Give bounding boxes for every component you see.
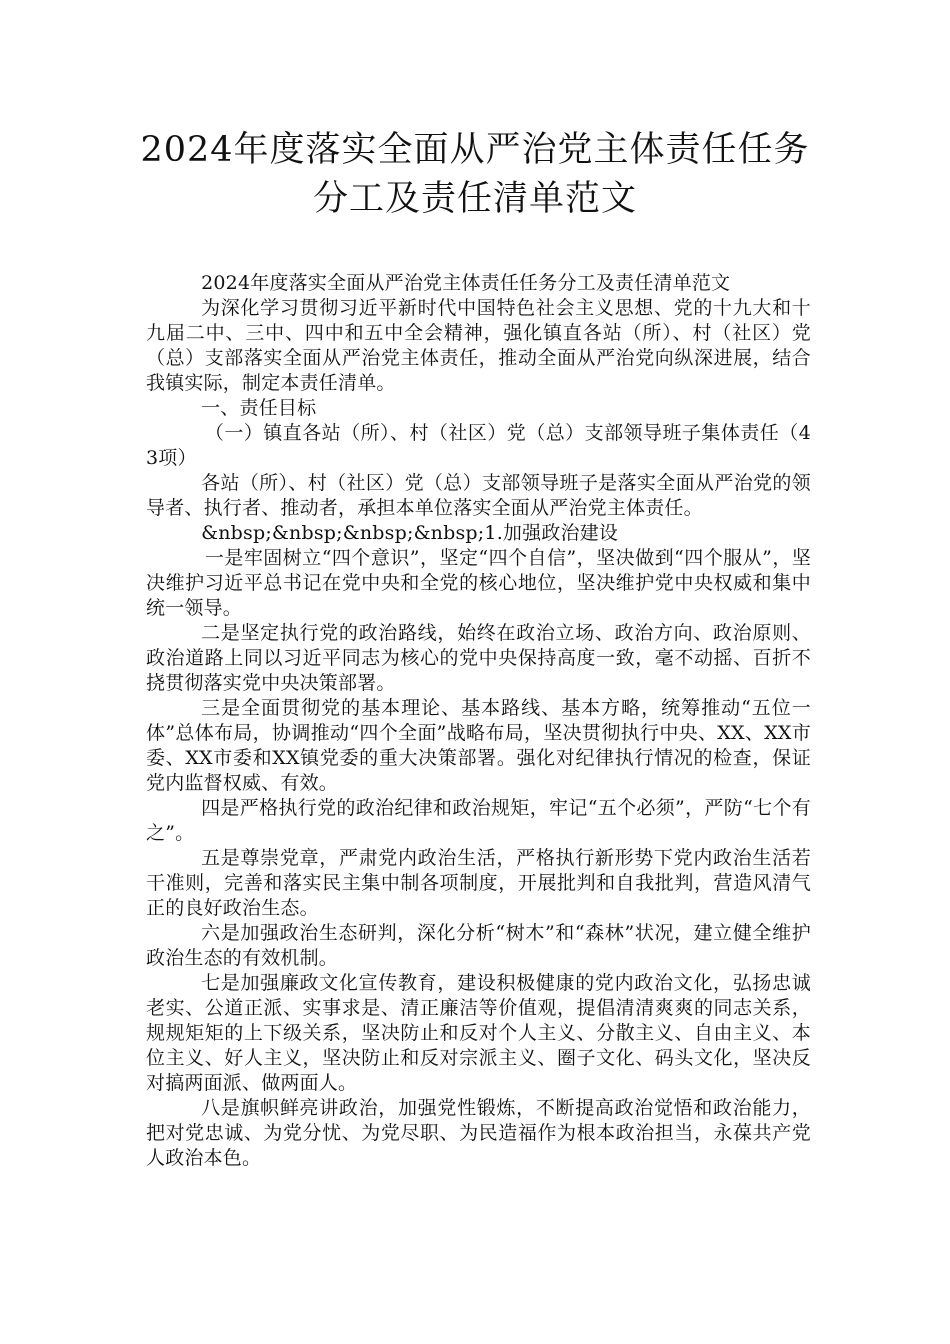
document-title	[60, 126, 890, 224]
paragraph-point-8: 八是旗帜鲜亮讲政治，加强党性锻炼，不断提高政治觉悟和政治能力，把对党忠诚、为党分忧、为党尽职、为民造福作为根本政治担当，永葆共产党人政治本色。	[146, 1097, 811, 1169]
paragraph-point-4: 四是严格执行党的政治纪律和政治规矩，牢记“五个必须”，严防“七个有之”。	[146, 797, 811, 844]
title-line-1: 2024年度落实全面从严治党主体责任任务	[140, 130, 810, 170]
paragraph-point-3: 三是全面贯彻党的基本理论、基本路线、基本方略，统筹推动“五位一体”总体布局，协调推动“四个全面”战略布局，坚决贯彻执行中央、XX、XX市委、XX市委和XX镇党委的重大决策部署。强化对纪律执行情况的检查，保证党内监督权威、有效。	[146, 697, 811, 794]
section-heading-goals: 一、责任目标	[201, 397, 317, 419]
paragraph-point-2: 二是坚定执行党的政治路线，始终在政治立场、政治方向、政治原则、政治道路上同以习近平同志为核心的党中央保持高度一致，毫不动摇、百折不挠贯彻落实党中央决策部署。	[146, 622, 811, 694]
paragraph-point-1: 一是牢固树立“四个意识”，坚定“四个自信”，坚决做到“四个服从”，坚决维护习近平总书记在党中央和全党的核心地位，坚决维护党中央权威和集中统一领导。	[146, 547, 811, 619]
paragraph-intro: 为深化学习贯彻习近平新时代中国特色社会主义思想、党的十九大和十九届二中、三中、四中和五中全会精神，强化镇直各站（所）、村（社区）党（总）支部落实全面从严治党主体责任，推动全面从严治党向纵深进展，结合我镇实际，制定本责任清单。	[146, 297, 811, 394]
item-heading-political-building: &nbsp;&nbsp;&nbsp;&nbsp;1.加强政治建设	[201, 522, 619, 544]
title-line-2: 分工及责任清单范文	[312, 179, 637, 219]
paragraph-point-7: 七是加强廉政文化宣传教育，建设积极健康的党内政治文化，弘扬忠诚老实、公道正派、实事求是、清正廉洁等价值观，提倡清清爽爽的同志关系，规规矩矩的上下级关系，坚决防止和反对个人主义、分散主义、自由主义、本位主义、好人主义，坚决防止和反对宗派主义、圈子文化、码头文化，坚决反对搞两面派、做两面人。	[146, 972, 811, 1094]
paragraph-subtitle: 2024年度落实全面从严治党主体责任任务分工及责任清单范文	[201, 272, 731, 294]
document-body	[146, 271, 811, 1171]
paragraph-point-6: 六是加强政治生态研判，深化分析“树木”和“森林”状况，建立健全维护政治生态的有效机制。	[146, 922, 811, 969]
subsection-heading-collective: （一）镇直各站（所）、村（社区）党（总）支部领导班子集体责任（43项）	[146, 422, 811, 469]
paragraph-collective-duty: 各站（所）、村（社区）党（总）支部领导班子是落实全面从严治党的领导者、执行者、推动者，承担本单位落实全面从严治党主体责任。	[146, 472, 811, 519]
paragraph-point-5: 五是尊崇党章，严肃党内政治生活，严格执行新形势下党内政治生活若干准则，完善和落实民主集中制各项制度，开展批判和自我批判，营造风清气正的良好政治生态。	[146, 847, 811, 919]
